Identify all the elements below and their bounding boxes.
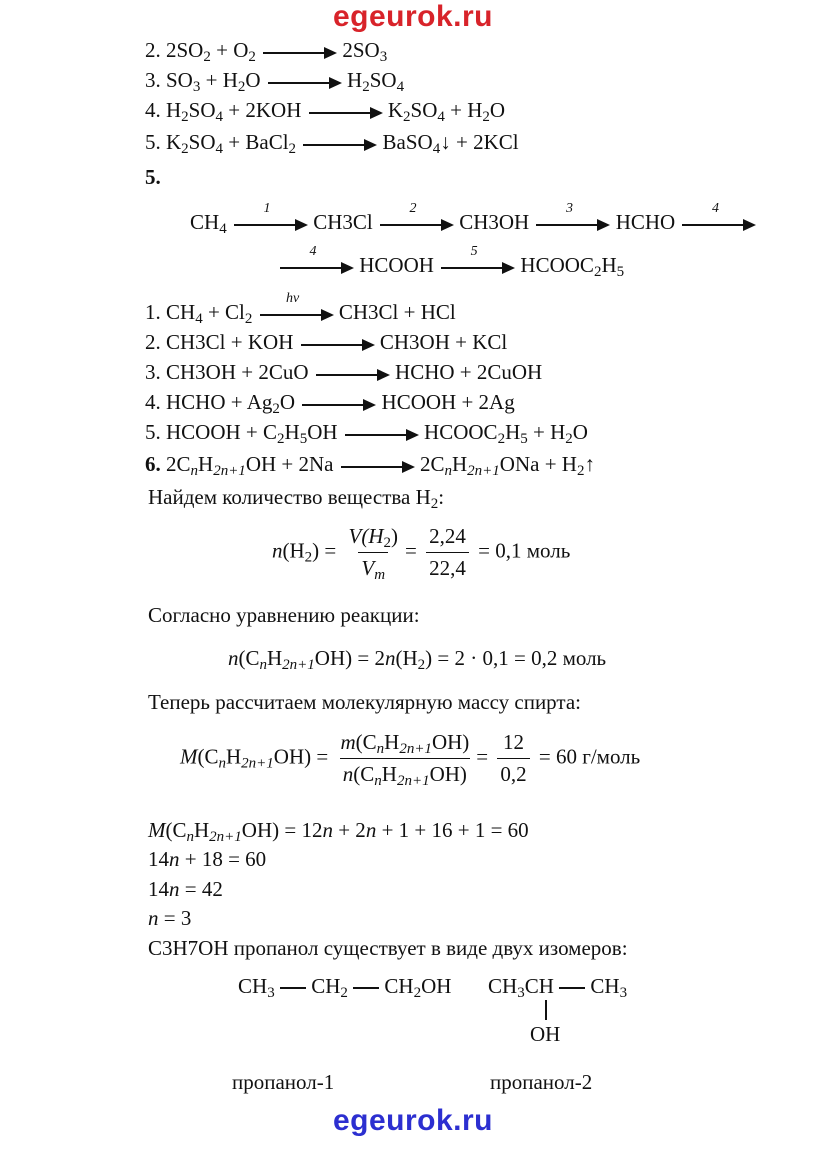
vertical-bond <box>545 1000 547 1020</box>
section-heading-5: 5. <box>145 165 161 189</box>
reaction-5-2: 2. CH3Cl + KOH CH3OH + KCl <box>145 330 508 354</box>
chain-arrow-1: 1 <box>232 215 308 233</box>
reaction-arrow <box>339 457 415 475</box>
bond <box>280 987 306 989</box>
formula-n-h2: $n(H_2)$ = $\frac{V(H_2)}{V_m}$ = $\frac{2,24}{22,4}$ = 0,1 моль <box>272 524 571 583</box>
reaction-arrow <box>343 425 419 443</box>
structure-propanol-1: $CH_3$ $CH_2$ $CH_2OH$ <box>238 974 452 1001</box>
fraction-m-over-n: $\frac{m(C_nH_{2n+1}OH)}{n(C_nH_{2n+1}OH)}$ <box>340 730 470 789</box>
reaction-arrow <box>314 365 390 383</box>
isomers-text: C3H7OH пропанол существует в виде двух изомеров: <box>148 936 628 960</box>
fraction-values: $\frac{2,24}{22,4}$ <box>426 524 469 581</box>
chain-line-2: 4 HCOOH 5 $HCOOC_2H_5$ <box>278 253 624 277</box>
step-3: n = 3 <box>148 906 192 930</box>
chain-arrow-2: 2 <box>378 215 454 233</box>
watermark-top: egeurok.ru <box>332 0 494 33</box>
step-1: 14n + 18 = 60 <box>148 847 267 871</box>
hydroxyl-group: OH <box>530 1022 561 1046</box>
chain-arrow-5: 5 <box>439 258 515 276</box>
label-propanol-1: пропанол-1 <box>232 1070 335 1094</box>
reaction-arrow <box>261 43 337 61</box>
according-text: Согласно уравнению реакции: <box>148 603 420 627</box>
reaction-arrow <box>266 73 342 91</box>
label-propanol-2: пропанол-2 <box>490 1070 593 1094</box>
reaction-4-5: 5. $K_2SO_4$ + BaCl$_2$ BaSO$_4$↓ + 2KCl <box>145 130 519 157</box>
step-2: 14n = 42 <box>148 877 223 901</box>
reaction-5-4: 4. HCHO + $Ag_2O$ HCOOH + 2Ag <box>145 390 515 417</box>
fraction-mass-values: $\frac{12}{0,2}$ <box>497 730 529 787</box>
structure-propanol-2: $CH_3CH$ $CH_3$ <box>488 974 628 1001</box>
reaction-4-2: 2. $2SO_2 + O_2$ $2SO_3$ <box>145 38 388 65</box>
bond <box>559 987 585 989</box>
reaction-5-1: 1. $CH_4 + Cl_2$ hν CH3Cl + HCl <box>145 291 456 327</box>
formula-molar-mass: $M(C_nH_{2n+1}OH)$ = $\frac{m(C_nH_{2n+1}OH)}{n(C_nH_{2n+1}OH)}$ = $\frac{12}{0,2}$ = 60 г/моль <box>180 730 641 789</box>
fraction-v-over-vm: $\frac{V(H_2)}{V_m}$ <box>348 524 399 583</box>
formula-n-alcohol: $n(C_nH_{2n+1}OH) = 2n(H_2) = 2 \cdot 0,1 = 0,2$ моль <box>228 646 607 673</box>
reaction-5-5: 5. HCOOH + $C_2H_5OH$ $HCOOC_2H_5 + H_2O$ <box>145 420 588 447</box>
reaction-arrow-hv: hν <box>258 305 334 323</box>
reaction-4-4: 4. $H_2SO_4 + 2KOH$ $K_2SO_4 + H_2O$ <box>145 98 506 125</box>
chain-arrow-4b: 4 <box>278 258 354 276</box>
chain-arrow-3: 3 <box>534 215 610 233</box>
watermark-bottom: egeurok.ru <box>332 1104 494 1137</box>
find-h2-text: Найдем количество вещества $H_2$: <box>148 485 445 512</box>
molar-mass-calc: $M(C_nH_{2n+1}OH) = 12n + 2n + 1 + 16 + 1 = 60$ <box>148 818 529 845</box>
reaction-5-3: 3. CH3OH + 2CuO HCHO + 2CuOH <box>145 360 543 384</box>
chain-arrow-4a: 4 <box>680 215 756 233</box>
reaction-4-3: 3. $SO_3 + H_2O$ $H_2SO_4$ <box>145 68 405 95</box>
reaction-arrow <box>299 335 375 353</box>
reaction-arrow <box>300 395 376 413</box>
reaction-6: 6. $2C_nH_{2n+1}OH + 2Na$ $2C_nH_{2n+1}ONa$ + $H_2↑$ <box>145 452 595 479</box>
reaction-arrow <box>307 103 383 121</box>
chain-line-1: $CH_4$ 1 CH3Cl 2 CH3OH 3 HCHO 4 <box>190 210 756 234</box>
bond <box>353 987 379 989</box>
reaction-arrow <box>301 135 377 153</box>
now-calc-text: Теперь рассчитаем молекулярную массу спирта: <box>148 690 581 714</box>
